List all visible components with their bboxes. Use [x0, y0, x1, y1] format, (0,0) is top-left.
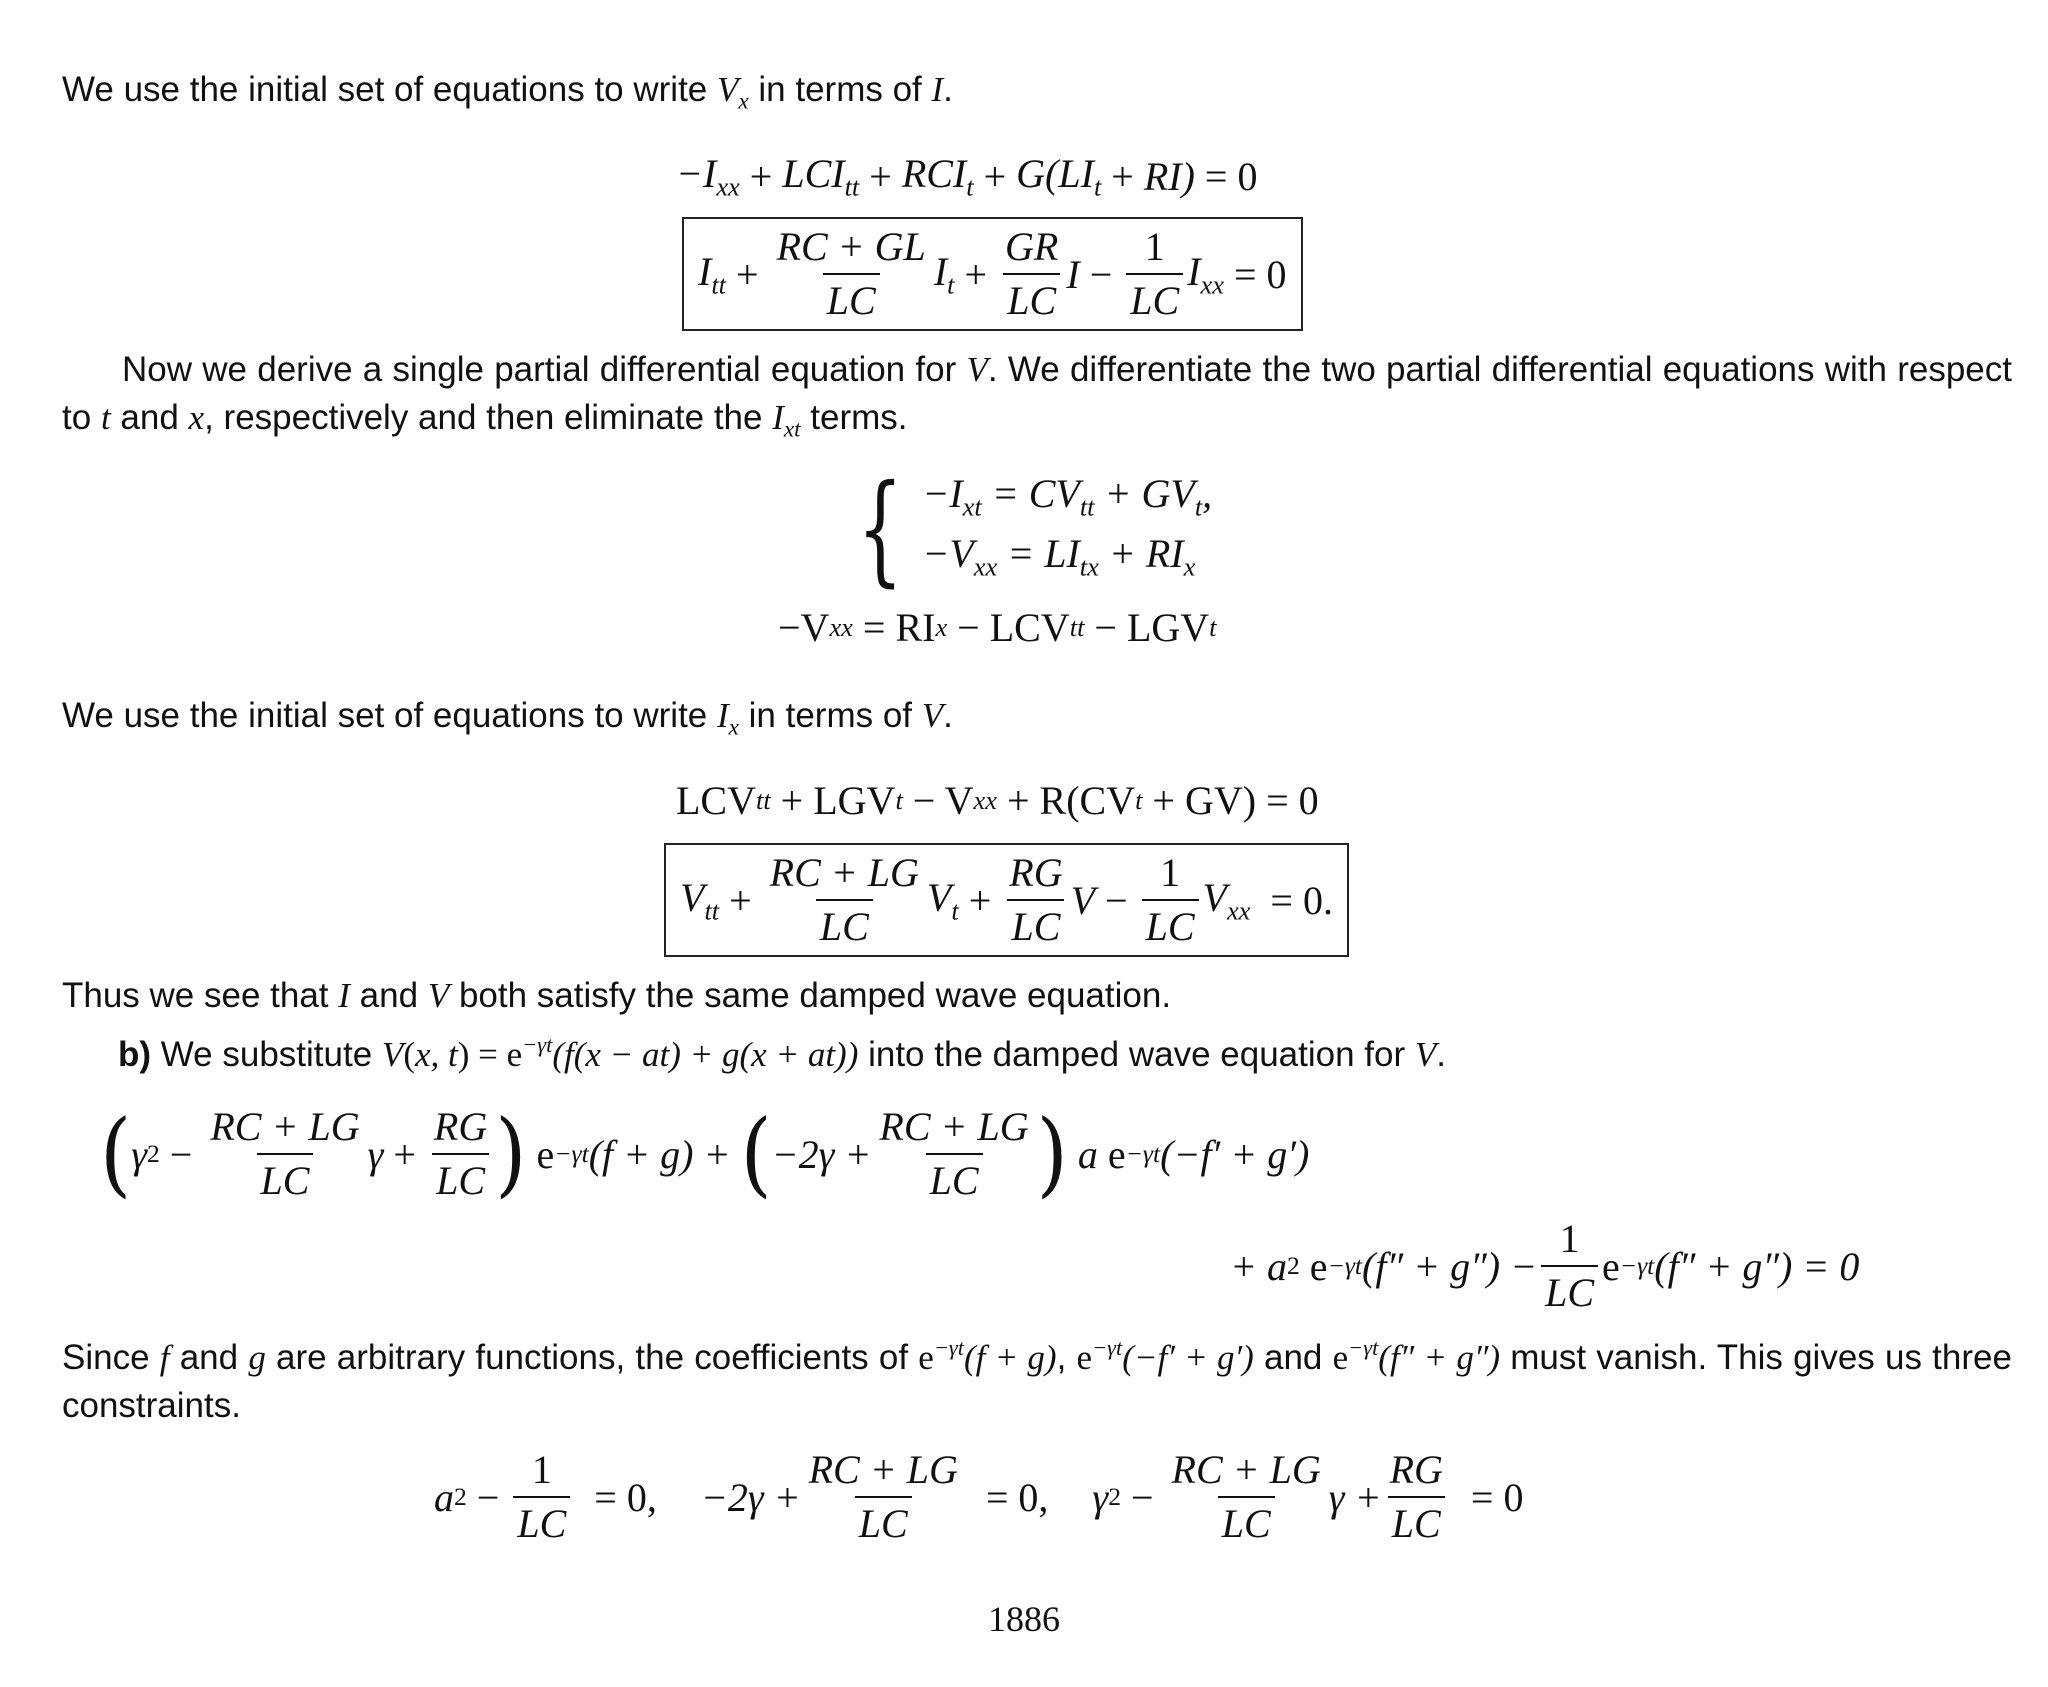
math-var: I: [931, 70, 944, 109]
equation-vxx: −V xx = RI x − LCV tt − LGV t: [778, 605, 1217, 650]
equation-system: { $-I_{xt} = CV_{tt} + GV_t$, $-V_{xx} = LI_{tx} + RI_x$: [857, 460, 1213, 600]
equation-three-constraints: a 2 − $\frac{1}{LC}$ = 0, −2γ + $\frac{RC + LG}{LC}$ = 0, γ 2 − $\frac{RC + LG}{LC}$ γ + $\frac{RG}{LC}$ = 0: [434, 1447, 1524, 1546]
math-var: V: [717, 70, 739, 109]
equation-substitution-line1: ( γ 2 − $\frac{RC + LG}{LC}$ γ + $\frac{RG}{LC}$ ) e −γt (f + g) + ( −2γ + $\frac{RC + LG}{LC}$ ) a e −γt (−f′ + g′): [100, 1099, 1310, 1207]
paragraph-derive-v: Now we derive a single partial differential equation for V. We differentiate the two partial differential equations with respect to t and x, respectively and then eliminate the $I_{xt}$ terms.: [62, 350, 2012, 442]
text: .: [943, 70, 953, 109]
paragraph-part-b: b) We substitute V(x, $t) = e^{-\gamma t}(f(x - at) + g(x + at))$ into the damped wave equation for V.: [118, 1032, 1446, 1074]
page-number: 1886: [988, 1599, 1060, 1639]
boxed-equation-voltage-wave: $V_{tt}$ + $\frac{RC + LG}{LC}$ $V_t$ + $\frac{RG}{LC}$ V − $\frac{1}{LC}$ $V_{xx}$ = 0.: [664, 843, 1349, 957]
boxed-equation-current-wave: $I_{tt}$ + $\frac{RC + GL}{LC}$ $I_t$ + $\frac{GR}{LC}$ I − $\frac{1}{LC}$ $I_{xx}$ = 0: [682, 217, 1303, 331]
left-brace: {: [857, 460, 904, 600]
equation-voltage-pde: LCV tt + LGV t − V xx + R(CV t + GV) = 0: [676, 778, 1319, 823]
equation-substitution-line2: + a 2 e −γt (f″ + g″) − $\frac{1}{LC}$ e −γt (f″ + g″) = 0: [1230, 1216, 1860, 1315]
equation-current-pde: $-I_{xx}$ + $LCI_{tt}$ + $RCI_t$ + $G(LI_t$ + RI) = 0: [676, 151, 1258, 202]
text: in terms of: [758, 70, 922, 109]
paragraph-conclusion: Thus we see that I and V both satisfy the same damped wave equation.: [62, 976, 1172, 1015]
text: We use the initial set of equations to write: [62, 70, 708, 109]
paragraph-constraints: Since f and g are arbitrary functions, the coefficients of $e^{-\gamma t}(f + g)$, $e^{-\gamma t}(-f' + g')$ and $e^{-\gamma t}(f'' + g'')$ must vanish. This gives us three constraints.: [62, 1335, 2012, 1425]
paragraph-ix-intro: We use the initial set of equations to write $I_x$ in terms of V.: [62, 696, 953, 740]
math-sub: x: [738, 87, 749, 114]
part-label: b): [118, 1034, 152, 1074]
paragraph-vx-intro: [62, 66, 953, 124]
